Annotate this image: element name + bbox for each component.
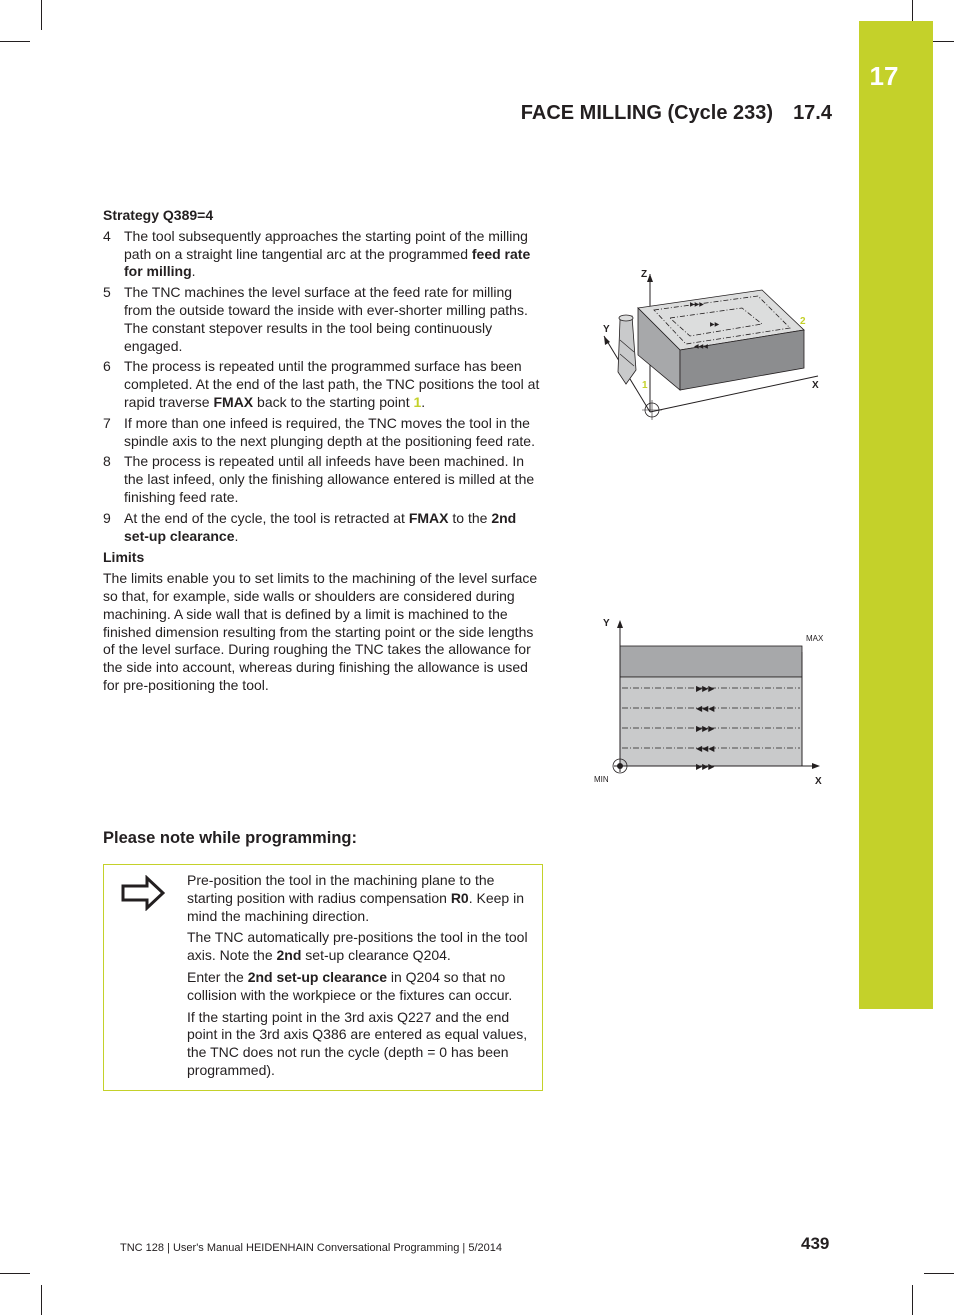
note-paragraph: If the starting point in the 3rd axis Q227 and the end point in the 3rd axis Q386 are entered as equal values, the TNC does not run the cycle (depth = 0 has been programmed). <box>187 1008 528 1078</box>
x-axis-label: X <box>815 776 822 787</box>
svg-text:▶▶▶: ▶▶▶ <box>696 724 715 733</box>
arrow-right-icon <box>121 875 165 911</box>
max-label: MAX <box>806 634 824 643</box>
point-1-label: 1 <box>642 380 648 391</box>
svg-text:◀◀◀: ◀◀◀ <box>694 344 708 350</box>
page-title: FACE MILLING (Cycle 233) <box>520 102 774 124</box>
section-number: 17.4 <box>793 102 832 124</box>
svg-text:◀◀◀: ◀◀◀ <box>696 704 715 713</box>
step-5: 5 The TNC machines the level surface at the feed rate for milling from the outside toward the inside with ever-shorter milling paths. The constant stepover results in the tool being continuously engaged. <box>103 284 528 354</box>
footer-text: TNC 128 | User's Manual HEIDENHAIN Conversational Programming | 5/2014 <box>120 1242 502 1254</box>
note-title: Please note while programming: <box>103 829 357 847</box>
step-7: 7 If more than one infeed is required, the TNC moves the tool in the spindle axis to the next plunging depth at the positioning feed rate. <box>103 414 535 449</box>
figure-face-milling-3d <box>590 260 830 430</box>
note-paragraph: The TNC automatically pre-positions the tool in the tool axis. Note the 2nd set-up clearance Q204. <box>187 929 528 964</box>
step-6: 6 The process is repeated until the programmed surface has been completed. At the end of the last path, the TNC positions the tool at rapid traverse FMAX back to the starting point 1. <box>103 358 540 410</box>
page-header <box>521 102 832 125</box>
step-8: 8 The process is repeated until all infeeds have been machined. In the last infeed, only the finishing allowance entered is milled at the finishing feed rate. <box>103 453 535 505</box>
note-box <box>103 864 543 1091</box>
limits-heading: Limits <box>103 549 145 566</box>
note-text <box>187 872 533 1084</box>
svg-text:▶▶▶: ▶▶▶ <box>690 302 704 308</box>
z-axis-label: Z <box>641 269 648 280</box>
step-4: 4 The tool subsequently approaches the starting point of the milling path on a straight line tangential arc at the programmed feed rate for milling. <box>103 227 531 280</box>
milling-tool <box>618 316 636 384</box>
limits-body: The limits enable you to set limits to the machining of the level surface so that, for example, side walls or shoulders are considered during machining. A side wall that is defined by a limit is machined to the finished dimension resulting from the starting point or the side lengths of the level surface. During roughing the TNC takes the allowance for the side into account, whereas during finishing the allowance is used for pre-positioning the tool. <box>103 570 538 693</box>
chapter-tab <box>859 21 933 1009</box>
point-2-label: 2 <box>800 316 806 327</box>
strategy-section <box>103 207 543 695</box>
step-9: 9 At the end of the cycle, the tool is retracted at FMAX to the 2nd set-up clearance. <box>103 509 517 544</box>
strategy-heading: Strategy Q389=4 <box>103 207 214 223</box>
limit-wall <box>620 646 802 677</box>
note-paragraph: Enter the 2nd set-up clearance in Q204 so that no collision with the workpiece or the fixtures can occur. <box>187 968 513 1003</box>
svg-text:▶▶▶: ▶▶▶ <box>696 762 715 771</box>
x-axis-label: X <box>812 380 819 391</box>
svg-text:▶▶: ▶▶ <box>710 322 720 328</box>
page-number: 439 <box>801 1234 830 1253</box>
min-label: MIN <box>594 775 609 784</box>
y-axis-label: Y <box>603 324 610 335</box>
note-paragraph: Pre-position the tool in the machining plane to the starting position with radius compensation R0. Keep in mind the machining direction. <box>187 872 524 924</box>
svg-text:◀◀◀: ◀◀◀ <box>696 744 715 753</box>
chapter-number: 17 <box>869 61 899 91</box>
figure-limits-xy <box>590 612 830 788</box>
svg-text:▶▶▶: ▶▶▶ <box>696 684 715 693</box>
y-axis-label: Y <box>603 618 610 629</box>
